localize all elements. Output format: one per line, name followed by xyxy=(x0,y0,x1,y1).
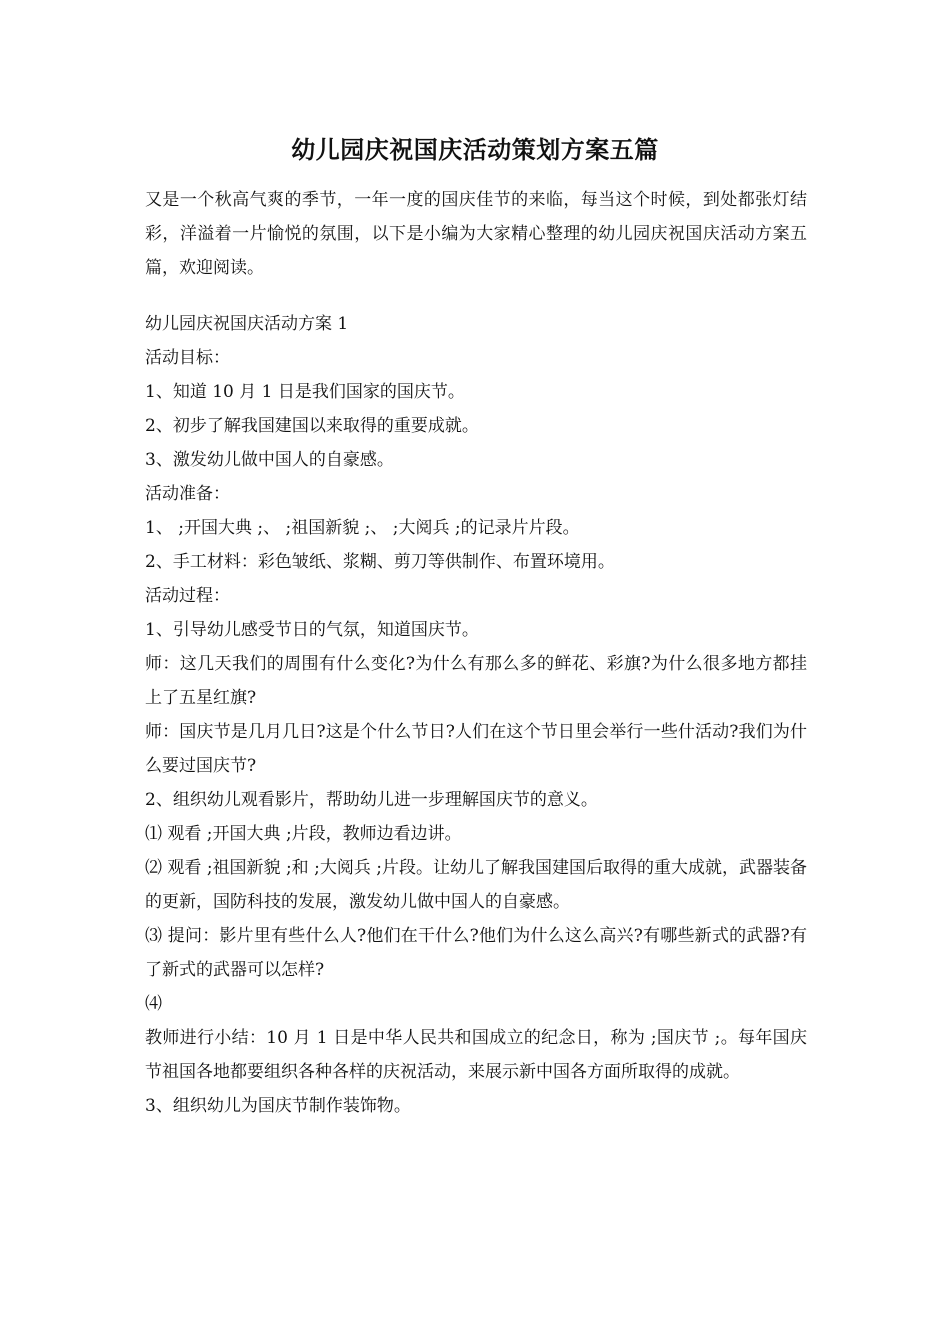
process-item: 2、组织幼儿观看影片，帮助幼儿进一步理解国庆节的意义。 xyxy=(145,790,598,810)
document-title: 幼儿园庆祝国庆活动策划方案五篇 xyxy=(291,135,659,164)
process-item: ⑶ 提问：影片里有些什么人?他们在干什么?他们为什么这么高兴?有哪些新式的武器?有了新式的武器可以怎样? xyxy=(145,926,807,980)
prep-item: 2、手工材料：彩色皱纸、浆糊、剪刀等供制作、布置环境用。 xyxy=(145,552,615,572)
process-item: 师：这几天我们的周围有什么变化?为什么有那么多的鲜花、彩旗?为什么很多地方都挂上了五星红旗? xyxy=(145,654,807,708)
process-item: 1、引导幼儿感受节日的气氛，知道国庆节。 xyxy=(145,620,479,640)
goal-item: 3、激发幼儿做中国人的自豪感。 xyxy=(145,450,394,470)
intro-paragraph: 又是一个秋高气爽的季节，一年一度的国庆佳节的来临，每当这个时候，到处都张灯结彩，洋溢着一片愉悦的氛围，以下是小编为大家精心整理的幼儿园庆祝国庆活动方案五篇，欢迎阅读。 xyxy=(145,190,807,278)
process-item: ⑷ xyxy=(145,994,162,1014)
goal-item: 1、知道 10 月 1 日是我们国家的国庆节。 xyxy=(145,382,465,402)
process-item: ⑵ 观看 ;祖国新貌 ;和 ;大阅兵 ;片段。让幼儿了解我国建国后取得的重大成就，武器装备的更新，国防科技的发展，激发幼儿做中国人的自豪感。 xyxy=(145,858,807,912)
section-heading: 幼儿园庆祝国庆活动方案 1 xyxy=(145,314,349,334)
process-item: 师：国庆节是几月几日?这是个什么节日?人们在这个节日里会举行一些什活动?我们为什么要过国庆节? xyxy=(145,722,807,776)
goals-label: 活动目标： xyxy=(145,348,230,368)
goal-item: 2、初步了解我国建国以来取得的重要成就。 xyxy=(145,416,479,436)
document-body xyxy=(145,183,807,1123)
process-item: 教师进行小结：10 月 1 日是中华人民共和国成立的纪念日，称为 ;国庆节 ;。每年国庆节祖国各地都要组织各种各样的庆祝活动，来展示新中国各方面所取得的成就。 xyxy=(145,1028,807,1082)
prep-label: 活动准备： xyxy=(145,484,230,504)
prep-item: 1、 ;开国大典 ;、 ;祖国新貌 ;、 ;大阅兵 ;的记录片片段。 xyxy=(145,518,580,538)
process-item: 3、组织幼儿为国庆节制作装饰物。 xyxy=(145,1096,411,1116)
process-label: 活动过程： xyxy=(145,586,230,606)
process-item: ⑴ 观看 ;开国大典 ;片段，教师边看边讲。 xyxy=(145,824,462,844)
